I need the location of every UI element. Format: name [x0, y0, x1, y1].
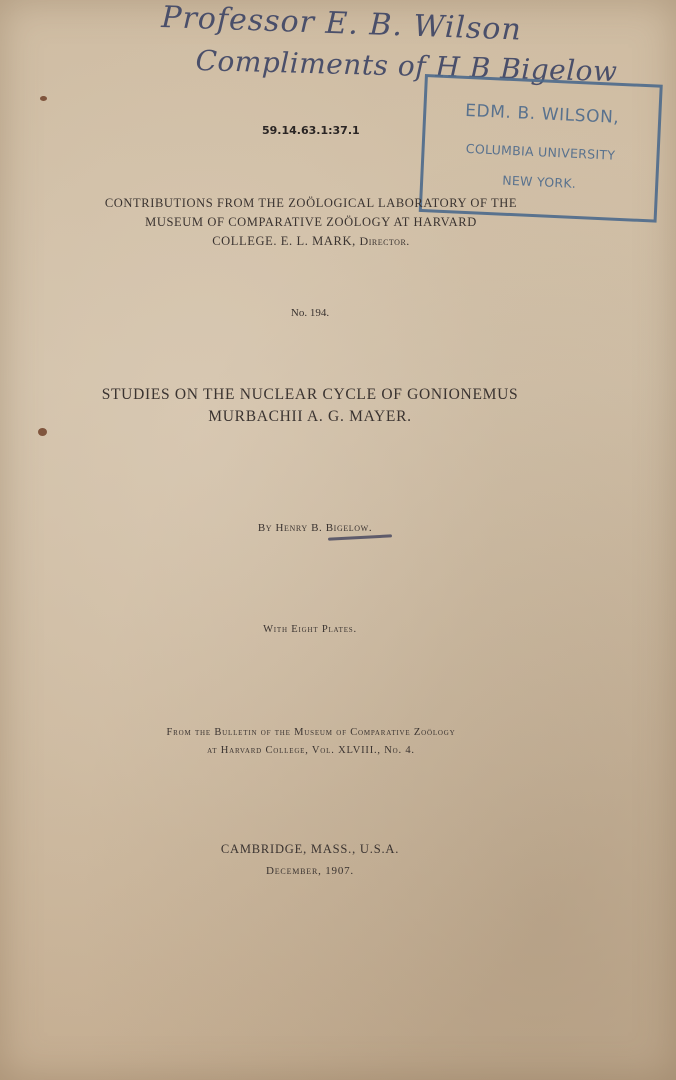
paper-title-line1: STUDIES ON THE NUCLEAR CYCLE OF GONIONEMUS: [101, 386, 519, 403]
contributions-director-role: Director.: [359, 234, 410, 248]
stamp-city: NEW YORK.: [501, 172, 577, 191]
bulletin-line1: From the Bulletin of the Museum of Comparative Zoölogy: [166, 727, 456, 738]
contribution-number: No. 194.: [290, 307, 330, 319]
contributions-line3: [76, 232, 546, 251]
pen-underline-mark: [328, 534, 392, 540]
ink-spot: [38, 428, 47, 436]
bulletin-reference: [96, 724, 526, 760]
ink-spot: [40, 96, 47, 101]
contributions-line2: MUSEUM OF COMPARATIVE ZOÖLOGY AT HARVARD: [145, 215, 477, 229]
handwritten-dedication-line2: Compliments of H B Bigelow: [195, 44, 618, 89]
stamp-name: EDM. B. WILSON,: [464, 100, 620, 128]
contributions-line3-main: COLLEGE. E. L. MARK,: [212, 234, 360, 248]
imprint: [160, 838, 460, 882]
imprint-place: CAMBRIDGE, MASS., U.S.A.: [220, 842, 400, 856]
bulletin-line2: at Harvard College, Vol. XLVIII., No. 4.: [207, 745, 415, 756]
plates-note: With Eight Plates.: [263, 624, 357, 635]
stamp-institution: COLUMBIA UNIVERSITY: [465, 140, 616, 163]
contributions-line1: CONTRIBUTIONS FROM THE ZOÖLOGICAL LABORATORY OF THE: [104, 196, 518, 210]
classification-number: 59.14.63.1:37.1: [262, 124, 360, 137]
author-byline: By Henry B. Bigelow.: [257, 522, 373, 534]
paper-title: [50, 384, 570, 428]
handwritten-dedication-line1: Professor E. B. Wilson: [160, 0, 523, 48]
imprint-date: December, 1907.: [266, 865, 354, 877]
contributions-heading: [76, 194, 546, 251]
paper-title-line2: MURBACHII A. G. MAYER.: [208, 408, 412, 425]
